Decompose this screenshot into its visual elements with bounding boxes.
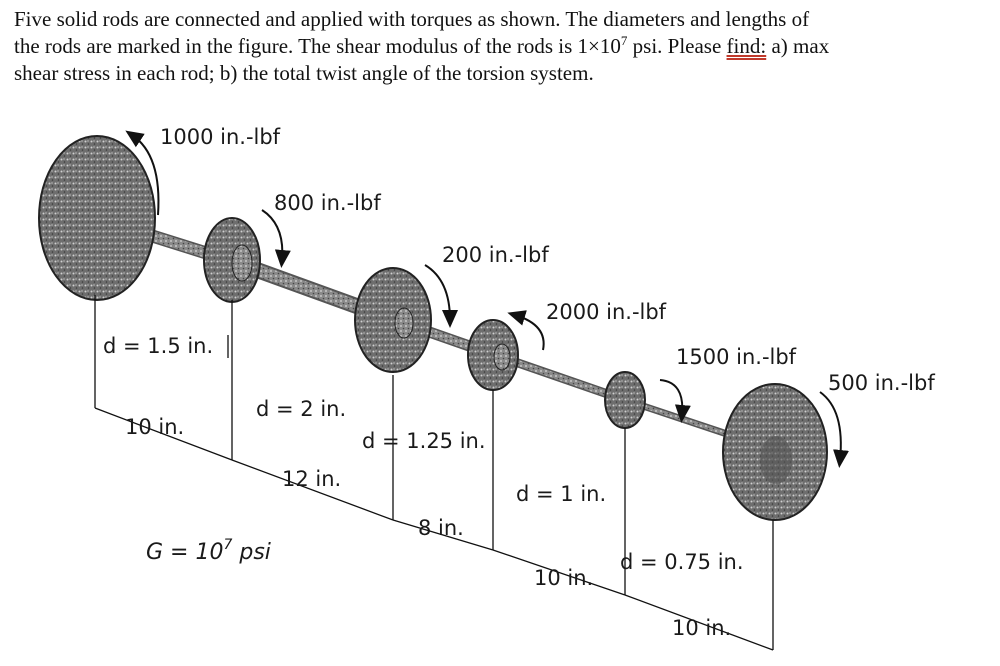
torque-label-1: 1000 in.-lbf <box>160 125 281 149</box>
problem-line-1: Five solid rods are connected and applied with torques as shown. The diameters and lengths of <box>14 7 810 31</box>
disk-1 <box>39 136 155 300</box>
length-label-3: 8 in. <box>418 516 464 540</box>
torque-label-3: 200 in.-lbf <box>442 243 549 267</box>
length-label-4: 10 in. <box>534 566 594 590</box>
torque-label-5: 1500 in.-lbf <box>676 345 797 369</box>
diameter-label-5: d = 0.75 in. <box>620 550 744 574</box>
diameter-label-4: d = 1 in. <box>516 482 607 506</box>
modulus-label-exp: 7 <box>223 537 233 553</box>
disk-5 <box>605 372 645 428</box>
problem-line-2-c: a) max <box>766 34 830 58</box>
find-word: find: <box>726 34 767 58</box>
problem-statement <box>14 6 984 87</box>
torque-label-4: 2000 in.-lbf <box>546 300 667 324</box>
length-label-5: 10 in. <box>672 616 732 640</box>
disk-4 <box>468 320 518 390</box>
problem-line-3: shear stress in each rod; b) the total twist angle of the torsion system. <box>14 61 594 85</box>
diameter-label-3: d = 1.25 in. <box>362 429 486 453</box>
problem-line-2-b: psi. Please <box>627 34 727 58</box>
modulus-exponent: 7 <box>620 33 628 48</box>
torque-label-6: 500 in.-lbf <box>828 371 935 395</box>
diameter-label-2: d = 2 in. <box>256 397 347 421</box>
torsion-figure <box>0 110 1000 666</box>
problem-line-2 <box>14 33 984 60</box>
torque-label-2: 800 in.-lbf <box>274 191 381 215</box>
length-label-1: 10 in. <box>125 415 185 439</box>
modulus-label <box>146 537 271 565</box>
modulus-label-unit: psi <box>232 540 271 565</box>
diameter-label-1: d = 1.5 in. <box>103 334 214 358</box>
disk-3 <box>355 268 431 372</box>
length-label-2: 12 in. <box>282 467 342 491</box>
modulus-label-base: G = 10 <box>146 540 224 565</box>
torque-arrow-2 <box>262 210 282 260</box>
torque-arrow-4 <box>515 315 544 350</box>
problem-line-2-a: the rods are marked in the figure. The shear modulus of the rods is 1×10 <box>14 34 621 58</box>
